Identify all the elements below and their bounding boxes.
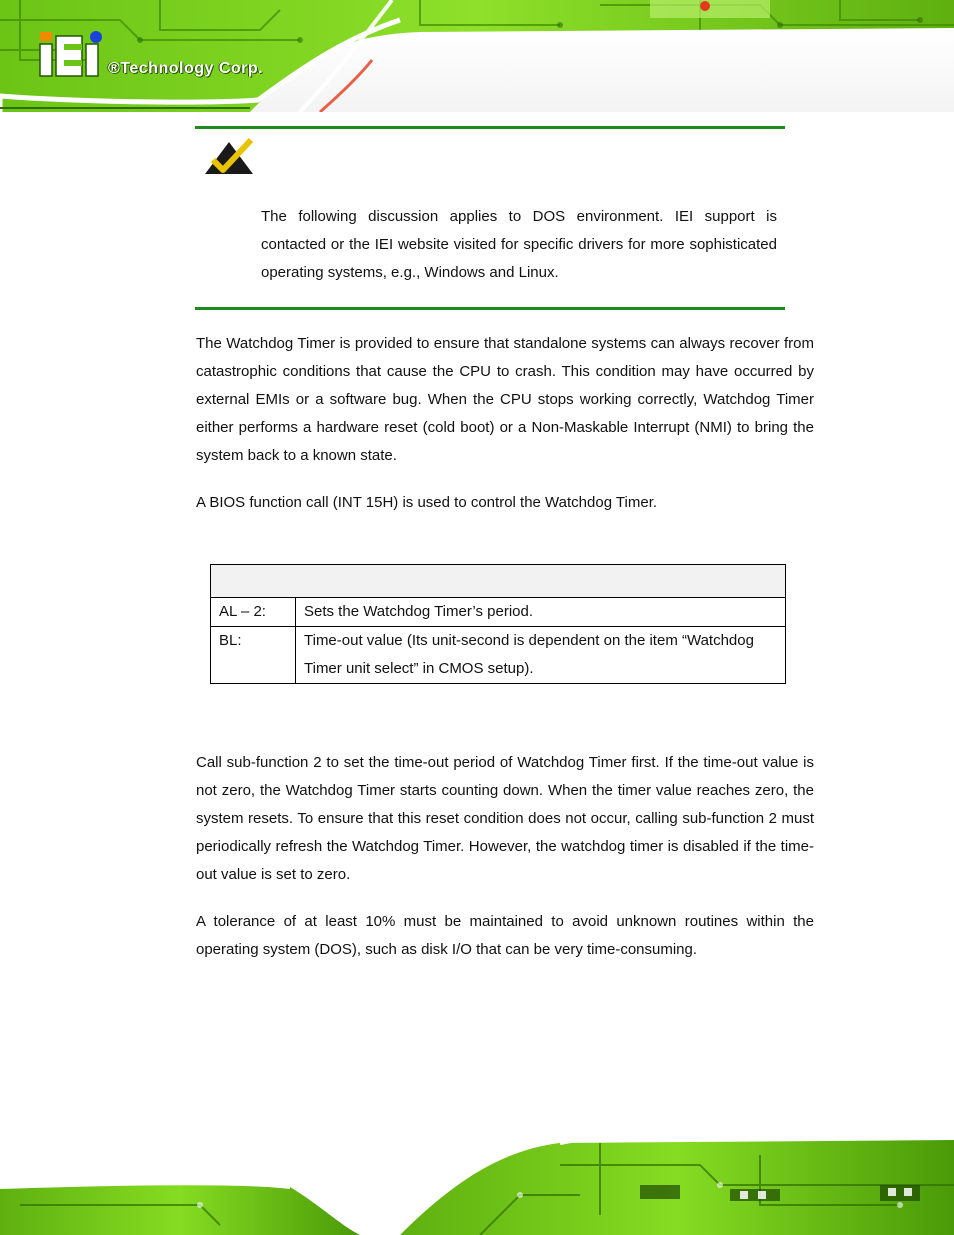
table-row <box>211 627 786 684</box>
description-cell: Time-out value (Its unit-second is dependent on the item “Watchdog Timer unit select” in CMOS setup). <box>296 627 786 684</box>
description-cell: Sets the Watchdog Timer’s period. <box>296 598 786 627</box>
footer-banner <box>0 1125 954 1235</box>
pcb-header-graphic <box>0 0 954 112</box>
header-banner <box>0 0 954 112</box>
table-header-row <box>211 565 786 598</box>
note-bottom-rule <box>195 307 785 310</box>
pcb-footer-graphic <box>0 1125 954 1235</box>
register-table <box>210 564 786 684</box>
register-cell: BL: <box>211 627 296 684</box>
checkmark-note-icon <box>203 138 255 176</box>
paragraph-tolerance: A tolerance of at least 10% must be maintained to avoid unknown routines within the operating system (DOS), such as disk I/O that can be very time-consuming. <box>196 913 814 958</box>
iei-logo <box>38 30 108 78</box>
note-text: The following discussion applies to DOS environment. IEI support is contacted or the IEI website visited for specific drivers for more sophisticated operating systems, e.g., Windows and Linux. <box>261 208 777 281</box>
note-top-rule <box>195 126 785 129</box>
register-cell: AL – 2: <box>211 598 296 627</box>
table-row <box>211 598 786 627</box>
paragraph-bios-call: A BIOS function call (INT 15H) is used to control the Watchdog Timer. <box>196 494 658 511</box>
brand-name: ®Technology Corp. <box>108 60 264 77</box>
paragraph-subfunction: Call sub-function 2 to set the time-out period of Watchdog Timer first. If the time-out value is not zero, the Watchdog Timer starts counting down. When the timer value reaches zero, the system resets. To ensure that this reset condition does not occur, calling sub-function 2 must periodically refresh the Watchdog Timer. However, the watchdog timer is disabled if the time-out value is set to zero. <box>196 754 814 883</box>
table-header-cell <box>211 565 786 598</box>
paragraph-watchdog-intro: The Watchdog Timer is provided to ensure that standalone systems can always recover from catastrophic conditions that cause the CPU to crash. This condition may have occurred by external EMIs or a software bug. When the CPU stops working correctly, Watchdog Timer either performs a hardware reset (cold boot) or a Non-Maskable Interrupt (NMI) to bring the system back to a known state. <box>196 335 814 464</box>
